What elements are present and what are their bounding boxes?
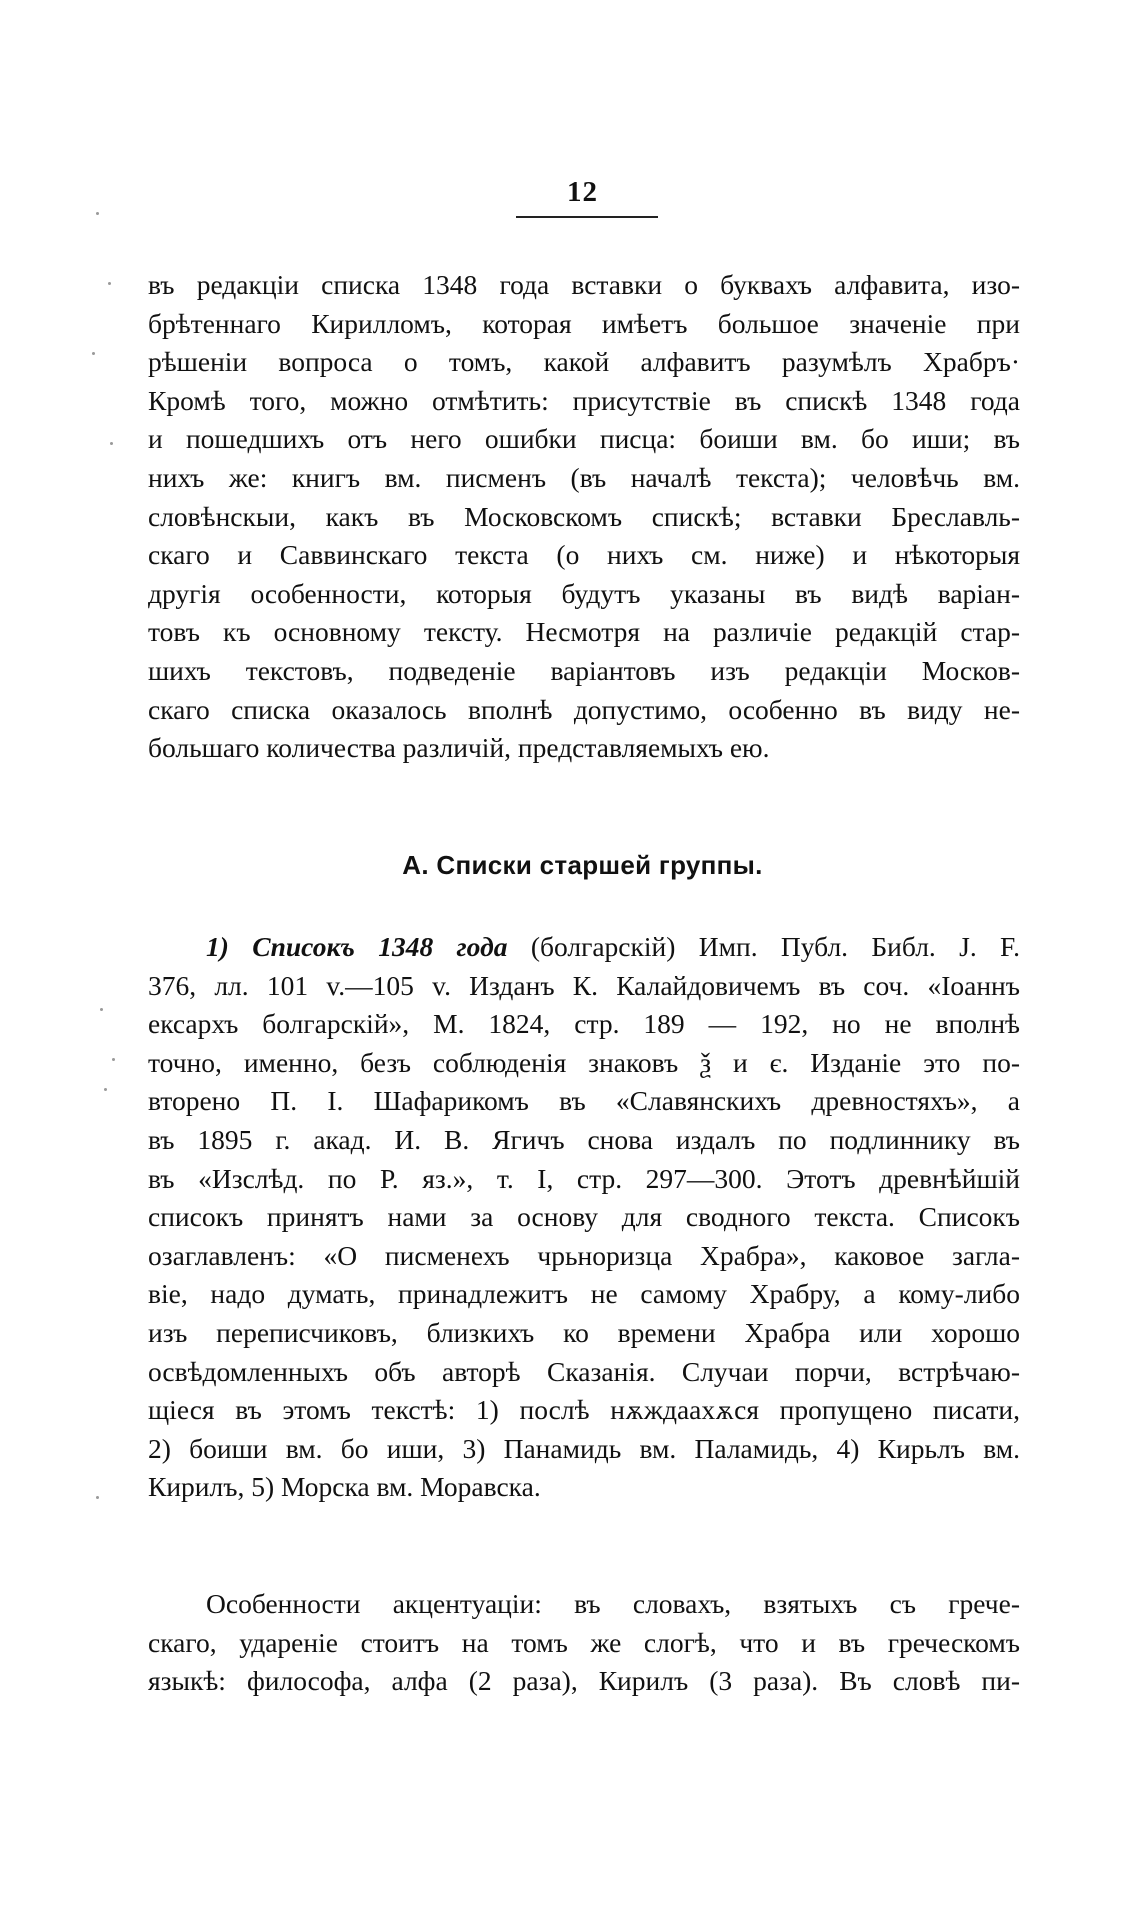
paragraph-2-line-13: щіеся въ этомъ текстѣ: 1) послѣ нѫждаахѫся пропущено писати, <box>148 1394 1020 1426</box>
paragraph-2 <box>148 928 1020 1507</box>
paragraph-2-line-2: 376, лл. 101 v.—105 v. Изданъ К. Калайдовичемъ въ соч. «Іоаннъ <box>148 969 1020 1001</box>
paragraph-2-line-11: изъ переписчиковъ, близкихъ ко времени Храбра или хорошо <box>148 1316 1020 1348</box>
paragraph-2-line-14: 2) боиши вм. бо иши, 3) Панамидь вм. Паламидь, 4) Кирьлъ вм. <box>148 1432 1020 1464</box>
paragraph-2-line-8: списокъ принятъ нами за основу для сводного текста. Списокъ <box>148 1201 1020 1233</box>
paragraph-3 <box>148 1585 1020 1701</box>
paragraph-2-line-5: вторено П. І. Шафарикомъ въ «Славянскихъ древностяхъ», а <box>148 1085 1020 1117</box>
paragraph-1-line-9: другія особенности, которыя будутъ указаны въ видѣ варіан- <box>148 577 1020 609</box>
paragraph-2-line-1 <box>148 928 1020 967</box>
paragraph-2-lead: 1) Списокъ 1348 года <box>206 931 508 962</box>
paragraph-1-line-12: скаго списка оказалось вполнѣ допустимо, особенно въ виду не- <box>148 693 1020 725</box>
scan-speck <box>104 1088 107 1091</box>
paragraph-1-line-3: рѣшеніи вопроса о томъ, какой алфавитъ разумѣлъ Храбръ· <box>148 346 1020 378</box>
section-heading: А. Списки старшей группы. <box>402 850 763 880</box>
paragraph-1-line-7: словѣнскыи, какъ въ Московскомъ спискѣ; вставки Бреславль- <box>148 500 1020 532</box>
paragraph-2-line-6: въ 1895 г. акад. И. В. Ягичъ снова издалъ по подлиннику въ <box>148 1123 1020 1155</box>
paragraph-2-line-12: освѣдомленныхъ объ авторѣ Сказанія. Случаи порчи, встрѣчаю- <box>148 1355 1020 1387</box>
paragraph-1-line-5: и пошедшихъ отъ него ошибки писца: боиши вм. бо иши; въ <box>148 423 1020 455</box>
scan-speck <box>92 352 95 355</box>
paragraph-2-line-3: ексархъ болгарскій», М. 1824, стр. 189 — 192, но не вполнѣ <box>148 1008 1020 1040</box>
scan-speck <box>96 1496 99 1499</box>
paragraph-2-line-4: точно, именно, безъ соблюденія знаковъ ѯ и є. Изданіе это по- <box>148 1046 1020 1078</box>
scan-speck <box>112 1058 115 1061</box>
paragraph-1-line-6: нихъ же: книгъ вм. писменъ (въ началѣ текста); человѣчь вм. <box>148 461 1020 493</box>
scan-speck <box>110 442 113 445</box>
paragraph-2-line-15: Кирилъ, 5) Морска вм. Моравска. <box>148 1471 541 1503</box>
paragraph-2-line-9: озаглавленъ: «О писменехъ чрьноризца Храбра», каковое загла- <box>148 1239 1020 1271</box>
paragraph-1-line-4: Кромѣ того, можно отмѣтить: присутствіе въ спискѣ 1348 года <box>148 384 1020 416</box>
paragraph-1-line-8: скаго и Саввинскаго текста (о нихъ см. ниже) и нѣкоторыя <box>148 539 1020 571</box>
paragraph-1-line-11: шихъ текстовъ, подведеніе варіантовъ изъ редакціи Москов- <box>148 654 1020 686</box>
paragraph-3-line-1: Особенности акцентуаціи: въ словахъ, взятыхъ съ грече- <box>206 1588 1020 1619</box>
paragraph-2-line-10: віе, надо думать, принадлежитъ не самому Храбру, а кому-либо <box>148 1278 1020 1310</box>
scan-speck <box>96 212 99 215</box>
scan-speck <box>100 1008 103 1011</box>
scan-speck <box>108 282 111 285</box>
paragraph-3-line-3: языкѣ: философа, алфа (2 раза), Кирилъ (3 раза). Въ словѣ пи- <box>148 1665 1020 1697</box>
page-number: 12 <box>567 176 598 208</box>
paragraph-1-line-13: большаго количества различій, представляемыхъ ею. <box>148 732 770 764</box>
page-number-rule <box>516 216 658 218</box>
paragraph-2-first-line-rest: (болгарскій) Имп. Публ. Библ. J. F. <box>530 931 1020 962</box>
paragraph-1-line-10: товъ къ основному тексту. Несмотря на различіе редакцій стар- <box>148 616 1020 648</box>
paragraph-1 <box>148 266 1020 768</box>
paragraph-3-line-2: скаго, удареніе стоитъ на томъ же слогѣ, что и въ греческомъ <box>148 1626 1020 1658</box>
paragraph-1-line-2: брѣтеннаго Кирилломъ, которая имѣетъ большое значеніе при <box>148 307 1020 339</box>
paragraph-1-line-1: въ редакціи списка 1348 года вставки о буквахъ алфавита, изо- <box>148 269 1020 300</box>
paragraph-2-line-7: въ «Изслѣд. по Р. яз.», т. I, стр. 297—300. Этотъ древнѣйшій <box>148 1162 1020 1194</box>
